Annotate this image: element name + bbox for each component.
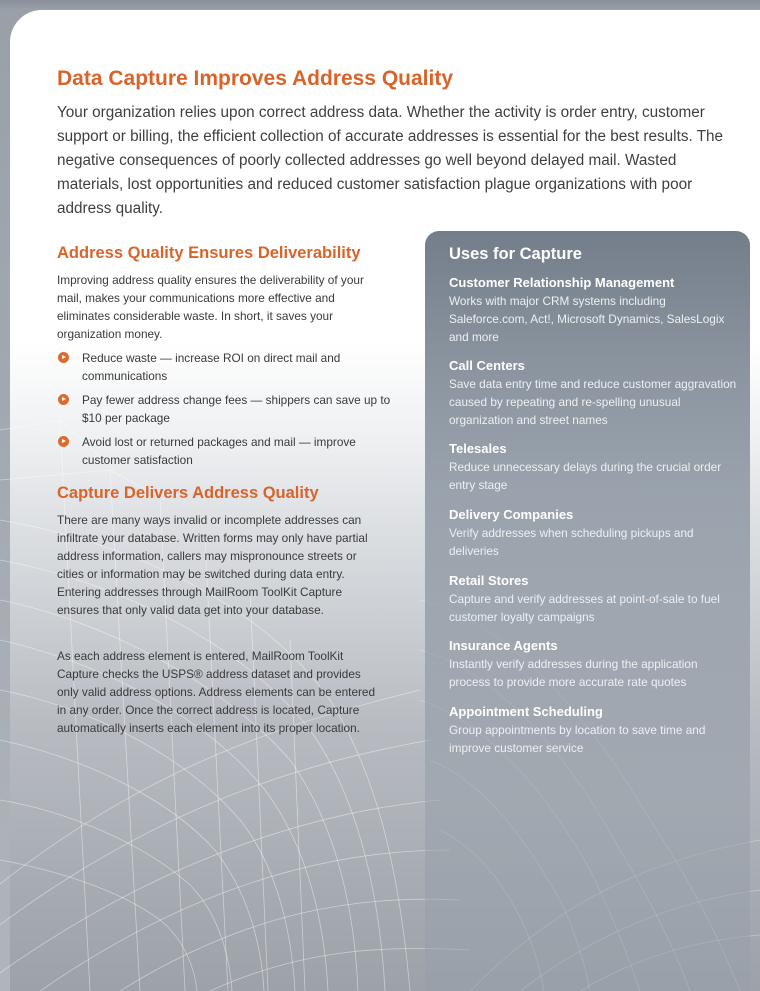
page-title: Data Capture Improves Address Quality [57, 67, 454, 90]
use-item-description: Group appointments by location to save time and improve customer service [449, 723, 706, 755]
use-item-description: Capture and verify addresses at point-of-sale to fuel customer loyalty campaigns [449, 592, 720, 624]
bullet-item [57, 349, 397, 385]
use-item-name: Delivery Companies [449, 507, 574, 522]
use-item-name: Appointment Scheduling [449, 704, 603, 719]
bullet-item [57, 391, 397, 427]
use-item-description: Works with major CRM systems including Saleforce.com, Act!, Microsoft Dynamics, SalesLogix and more [449, 294, 725, 344]
use-item-telesales [449, 440, 739, 494]
use-item-description: Instantly verify addresses during the application process to provide more accurate rate quotes [449, 657, 698, 689]
use-item-name: Insurance Agents [449, 638, 558, 653]
use-item-name: Customer Relationship Management [449, 275, 675, 290]
uses-sidebar-panel [425, 231, 750, 991]
orange-arrow-bullet-icon [58, 352, 69, 363]
use-item-insurance-agents [449, 637, 739, 691]
use-item-retail-stores [449, 572, 739, 626]
deliverability-paragraph: Improving address quality ensures the deliverability of your mail, makes your communications more effective and eliminates considerable waste. In short, it saves your organization money. [57, 273, 364, 341]
use-item-name: Telesales [449, 441, 507, 456]
use-item-delivery-companies [449, 506, 739, 560]
use-item-description: Reduce unnecessary delays during the crucial order entry stage [449, 460, 722, 492]
uses-title: Uses for Capture [449, 245, 582, 263]
deliverability-heading: Address Quality Ensures Deliverability [57, 244, 361, 262]
use-item-description: Verify addresses when scheduling pickups and deliveries [449, 526, 694, 558]
use-item-description: Save data entry time and reduce customer aggravation caused by repeating and re-spelling unusual organization and street names [449, 377, 737, 427]
use-item-appointment-scheduling [449, 703, 739, 757]
capture-heading: Capture Delivers Address Quality [57, 484, 319, 502]
use-item-call-centers [449, 357, 739, 429]
bullet-item [57, 433, 397, 469]
use-item-crm [449, 274, 739, 346]
deliverability-bullet-list [57, 349, 397, 475]
bullet-text: Avoid lost or returned packages and mail — improve customer satisfaction [82, 435, 356, 467]
use-item-name: Retail Stores [449, 573, 529, 588]
intro-paragraph: Your organization relies upon correct address data. Whether the activity is order entry, customer support or billing, the efficient collection of accurate addresses is essential for the best results. The negative consequences of poorly collected addresses go well beyond delayed mail. Wasted materials, lost opportunities and reduced customer satisfaction plague organizations with poor address quality. [57, 104, 724, 217]
use-item-name: Call Centers [449, 358, 525, 373]
orange-arrow-bullet-icon [58, 436, 69, 447]
bullet-text: Reduce waste — increase ROI on direct mail and communications [82, 351, 341, 383]
capture-paragraph-2: As each address element is entered, MailRoom ToolKit Capture checks the USPS® address dataset and provides only valid address options. Address elements can be entered in any order. Once the correct address is located, Capture automatically inserts each element into its proper location. [57, 649, 376, 735]
bullet-text: Pay fewer address change fees — shippers can save up to $10 per package [82, 393, 391, 425]
orange-arrow-bullet-icon [58, 394, 69, 405]
capture-paragraph-1: There are many ways invalid or incomplete addresses can infiltrate your database. Written forms may only have partial address information, callers may mispronounce streets or cities or information may be switched during data entry. Entering addresses through MailRoom ToolKit Capture ensures that only valid data get into your database. [57, 513, 368, 617]
